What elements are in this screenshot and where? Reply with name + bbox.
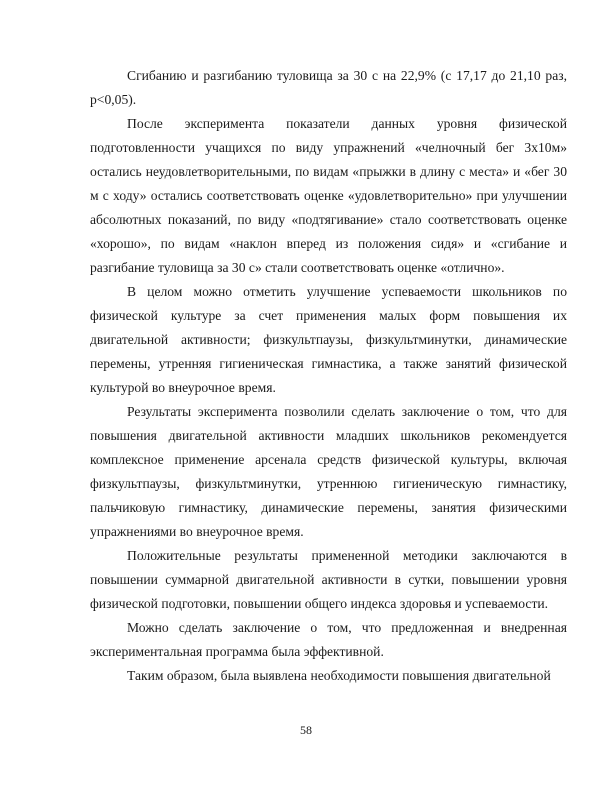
page-body [90,64,567,688]
paragraph-torso-flexion-result: Сгибанию и разгибанию туловища за 30 с на 22,9% (с 17,17 до 21,10 раз, р<0,05). [90,68,567,107]
paragraph-post-experiment-indicators: После эксперимента показатели данных уровня физической подготовленности учащихся по виду упражнений «челночный бег 3х10м» остались неудовлетворительными, по видам «прыжки в длину с места» и «бег 30 м с ходу» остались соответствовать оценке «удовлетворительно» при улучшении абсолютных показаний, по виду «подтягивание» стало соответствовать оценке «хорошо», по видам «наклон вперед из положения сидя» и «сгибание и разгибание туловища за 30 с» стали соответствовать оценке «отлично». [90,116,567,275]
page-number: 58 [300,723,312,737]
paragraph-performance-improvement: В целом можно отметить улучшение успеваемости школьников по физической культуре за счет применения малых форм повышения их двигательной активности; физкультпаузы, физкультминутки, динамические перемены, утренняя гигиеническая гимнастика, а также занятий физической культурой во внеурочное время. [90,284,567,395]
paragraph-final-statement: Таким образом, была выявлена необходимости повышения двигательной [127,668,551,683]
paragraph-program-effective: Можно сделать заключение о том, что предложенная и внедренная экспериментальная программа была эффективной. [90,620,567,659]
paragraph-experiment-conclusion: Результаты эксперимента позволили сделать заключение о том, что для повышения двигательной активности младших школьников рекомендуется комплексное применение арсенала средств физической культуры, включая физкультпаузы, физкультминутки, утреннюю гигиеническую гимнастику, пальчиковую гимнастику, динамические перемены, занятия физическими упражнениями во внеурочное время. [90,404,567,539]
paragraph-positive-results: Положительные результаты примененной методики заключаются в повышении суммарной двигательной активности в сутки, повышении уровня физической подготовки, повышении общего индекса здоровья и успеваемости. [90,548,567,611]
